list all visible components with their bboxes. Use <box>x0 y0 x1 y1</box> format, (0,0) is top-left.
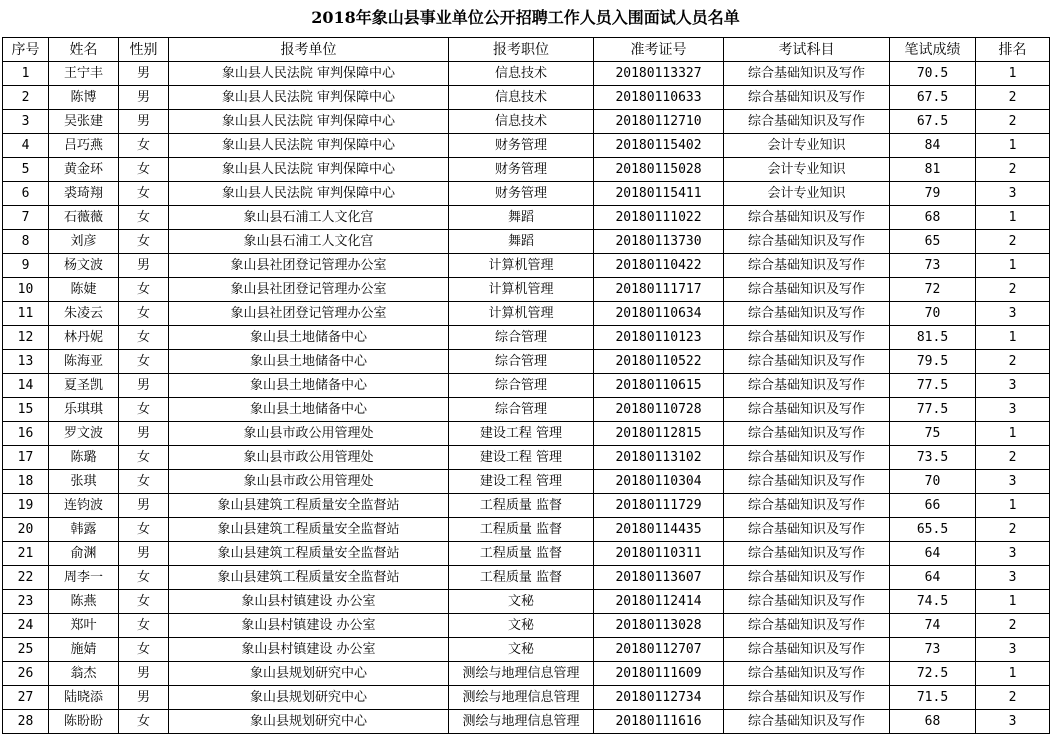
col-ticket-cell: 20180112414 <box>594 590 724 614</box>
col-ticket-cell: 20180112710 <box>594 110 724 134</box>
table-row <box>3 350 1050 374</box>
col-index-cell: 13 <box>3 350 49 374</box>
header-row <box>3 38 1050 62</box>
col-unit-cell: 象山县石浦工人文化宫 <box>169 230 449 254</box>
col-subject-cell: 会计专业知识 <box>724 182 890 206</box>
col-gender-cell: 男 <box>119 662 169 686</box>
col-position-cell: 工程质量 监督 <box>449 542 594 566</box>
col-gender-cell: 女 <box>119 710 169 734</box>
col-rank-cell: 3 <box>976 302 1050 326</box>
col-rank-cell: 1 <box>976 254 1050 278</box>
col-gender-cell: 女 <box>119 278 169 302</box>
col-position-cell: 计算机管理 <box>449 302 594 326</box>
col-unit-cell: 象山县人民法院 审判保障中心 <box>169 110 449 134</box>
col-position-header: 报考职位 <box>449 38 594 62</box>
col-score-cell: 77.5 <box>890 374 976 398</box>
col-index-cell: 15 <box>3 398 49 422</box>
col-unit-cell: 象山县规划研究中心 <box>169 686 449 710</box>
col-position-cell: 信息技术 <box>449 86 594 110</box>
col-position-cell: 测绘与地理信息管理 <box>449 662 594 686</box>
col-rank-cell: 3 <box>976 398 1050 422</box>
col-index-cell: 23 <box>3 590 49 614</box>
col-position-cell: 综合管理 <box>449 398 594 422</box>
col-position-cell: 财务管理 <box>449 158 594 182</box>
col-rank-cell: 2 <box>976 518 1050 542</box>
col-ticket-cell: 20180111609 <box>594 662 724 686</box>
col-index-cell: 18 <box>3 470 49 494</box>
col-name-cell: 吕巧燕 <box>49 134 119 158</box>
table-row <box>3 158 1050 182</box>
table-row <box>3 590 1050 614</box>
col-index-cell: 9 <box>3 254 49 278</box>
col-rank-cell: 2 <box>976 350 1050 374</box>
col-name-cell: 陆晓添 <box>49 686 119 710</box>
col-subject-cell: 综合基础知识及写作 <box>724 710 890 734</box>
col-unit-cell: 象山县社团登记管理办公室 <box>169 254 449 278</box>
col-name-cell: 乐琪琪 <box>49 398 119 422</box>
col-subject-cell: 综合基础知识及写作 <box>724 494 890 518</box>
col-index-cell: 16 <box>3 422 49 446</box>
col-gender-cell: 女 <box>119 518 169 542</box>
col-name-cell: 杨文波 <box>49 254 119 278</box>
table-row <box>3 542 1050 566</box>
col-ticket-cell: 20180110422 <box>594 254 724 278</box>
col-subject-cell: 综合基础知识及写作 <box>724 206 890 230</box>
table-row <box>3 206 1050 230</box>
col-subject-cell: 综合基础知识及写作 <box>724 662 890 686</box>
col-index-cell: 3 <box>3 110 49 134</box>
col-ticket-cell: 20180111616 <box>594 710 724 734</box>
col-position-cell: 财务管理 <box>449 182 594 206</box>
col-score-cell: 72.5 <box>890 662 976 686</box>
table-row <box>3 254 1050 278</box>
col-rank-cell: 2 <box>976 686 1050 710</box>
col-gender-cell: 男 <box>119 254 169 278</box>
col-rank-cell: 1 <box>976 422 1050 446</box>
col-gender-cell: 女 <box>119 566 169 590</box>
col-subject-cell: 综合基础知识及写作 <box>724 86 890 110</box>
col-score-cell: 67.5 <box>890 86 976 110</box>
col-name-cell: 陈博 <box>49 86 119 110</box>
col-name-cell: 陈燕 <box>49 590 119 614</box>
col-rank-cell: 2 <box>976 614 1050 638</box>
col-unit-cell: 象山县建筑工程质量安全监督站 <box>169 566 449 590</box>
col-gender-cell: 女 <box>119 182 169 206</box>
col-ticket-cell: 20180110633 <box>594 86 724 110</box>
col-name-cell: 裘琦翔 <box>49 182 119 206</box>
col-score-cell: 65 <box>890 230 976 254</box>
col-score-cell: 71.5 <box>890 686 976 710</box>
col-unit-cell: 象山县人民法院 审判保障中心 <box>169 86 449 110</box>
col-score-cell: 75 <box>890 422 976 446</box>
col-score-cell: 67.5 <box>890 110 976 134</box>
col-rank-cell: 1 <box>976 662 1050 686</box>
col-unit-cell: 象山县社团登记管理办公室 <box>169 278 449 302</box>
col-name-cell: 王宁丰 <box>49 62 119 86</box>
col-subject-cell: 综合基础知识及写作 <box>724 446 890 470</box>
col-unit-cell: 象山县人民法院 审判保障中心 <box>169 158 449 182</box>
col-unit-cell: 象山县土地储备中心 <box>169 374 449 398</box>
col-ticket-cell: 20180111729 <box>594 494 724 518</box>
col-ticket-cell: 20180110634 <box>594 302 724 326</box>
col-gender-cell: 女 <box>119 446 169 470</box>
col-gender-header: 性别 <box>119 38 169 62</box>
col-unit-cell: 象山县市政公用管理处 <box>169 470 449 494</box>
col-score-cell: 73.5 <box>890 446 976 470</box>
col-unit-cell: 象山县规划研究中心 <box>169 662 449 686</box>
col-unit-cell: 象山县市政公用管理处 <box>169 446 449 470</box>
table-row <box>3 230 1050 254</box>
col-ticket-cell: 20180110123 <box>594 326 724 350</box>
col-ticket-cell: 20180115028 <box>594 158 724 182</box>
col-name-cell: 张琪 <box>49 470 119 494</box>
col-index-cell: 25 <box>3 638 49 662</box>
col-position-cell: 建设工程 管理 <box>449 422 594 446</box>
col-unit-cell: 象山县石浦工人文化宫 <box>169 206 449 230</box>
col-index-header: 序号 <box>3 38 49 62</box>
col-position-cell: 综合管理 <box>449 374 594 398</box>
col-subject-cell: 综合基础知识及写作 <box>724 686 890 710</box>
col-score-cell: 74.5 <box>890 590 976 614</box>
table-row <box>3 566 1050 590</box>
col-index-cell: 17 <box>3 446 49 470</box>
col-ticket-cell: 20180112707 <box>594 638 724 662</box>
table-row <box>3 614 1050 638</box>
col-unit-header: 报考单位 <box>169 38 449 62</box>
col-position-cell: 测绘与地理信息管理 <box>449 710 594 734</box>
col-position-cell: 文秘 <box>449 638 594 662</box>
table-row <box>3 518 1050 542</box>
table-row <box>3 302 1050 326</box>
col-unit-cell: 象山县村镇建设 办公室 <box>169 638 449 662</box>
table-row <box>3 422 1050 446</box>
col-subject-cell: 综合基础知识及写作 <box>724 302 890 326</box>
col-ticket-cell: 20180113102 <box>594 446 724 470</box>
table-row <box>3 182 1050 206</box>
col-rank-cell: 3 <box>976 542 1050 566</box>
col-score-cell: 73 <box>890 638 976 662</box>
col-subject-cell: 会计专业知识 <box>724 158 890 182</box>
table-row <box>3 662 1050 686</box>
col-unit-cell: 象山县建筑工程质量安全监督站 <box>169 494 449 518</box>
col-rank-cell: 3 <box>976 566 1050 590</box>
col-score-cell: 68 <box>890 710 976 734</box>
col-subject-cell: 综合基础知识及写作 <box>724 110 890 134</box>
col-score-cell: 68 <box>890 206 976 230</box>
table-row <box>3 278 1050 302</box>
col-ticket-cell: 20180110728 <box>594 398 724 422</box>
col-ticket-header: 准考证号 <box>594 38 724 62</box>
page-title: 2018年象山县事业单位公开招聘工作人员入围面试人员名单 <box>311 8 740 27</box>
col-name-cell: 陈婕 <box>49 278 119 302</box>
col-ticket-cell: 20180110311 <box>594 542 724 566</box>
col-name-header: 姓名 <box>49 38 119 62</box>
col-subject-cell: 综合基础知识及写作 <box>724 614 890 638</box>
col-rank-cell: 3 <box>976 470 1050 494</box>
col-index-cell: 28 <box>3 710 49 734</box>
col-ticket-cell: 20180110522 <box>594 350 724 374</box>
col-name-cell: 周李一 <box>49 566 119 590</box>
col-gender-cell: 女 <box>119 398 169 422</box>
col-score-cell: 66 <box>890 494 976 518</box>
col-name-cell: 陈璐 <box>49 446 119 470</box>
col-index-cell: 19 <box>3 494 49 518</box>
col-gender-cell: 女 <box>119 350 169 374</box>
table-row <box>3 110 1050 134</box>
col-unit-cell: 象山县土地储备中心 <box>169 398 449 422</box>
col-rank-cell: 3 <box>976 638 1050 662</box>
col-score-cell: 70.5 <box>890 62 976 86</box>
col-subject-cell: 综合基础知识及写作 <box>724 470 890 494</box>
col-unit-cell: 象山县土地储备中心 <box>169 350 449 374</box>
col-ticket-cell: 20180111022 <box>594 206 724 230</box>
col-gender-cell: 女 <box>119 158 169 182</box>
col-rank-cell: 2 <box>976 230 1050 254</box>
col-score-cell: 74 <box>890 614 976 638</box>
col-position-cell: 建设工程 管理 <box>449 470 594 494</box>
col-subject-cell: 综合基础知识及写作 <box>724 542 890 566</box>
col-index-cell: 6 <box>3 182 49 206</box>
col-name-cell: 施婧 <box>49 638 119 662</box>
col-rank-cell: 2 <box>976 278 1050 302</box>
col-position-cell: 测绘与地理信息管理 <box>449 686 594 710</box>
col-position-cell: 计算机管理 <box>449 254 594 278</box>
col-subject-cell: 综合基础知识及写作 <box>724 374 890 398</box>
col-position-cell: 财务管理 <box>449 134 594 158</box>
col-rank-cell: 3 <box>976 182 1050 206</box>
col-subject-cell: 综合基础知识及写作 <box>724 62 890 86</box>
col-name-cell: 罗文波 <box>49 422 119 446</box>
col-index-cell: 20 <box>3 518 49 542</box>
col-score-cell: 64 <box>890 566 976 590</box>
col-unit-cell: 象山县土地储备中心 <box>169 326 449 350</box>
col-name-cell: 夏圣凯 <box>49 374 119 398</box>
col-rank-cell: 1 <box>976 62 1050 86</box>
col-index-cell: 27 <box>3 686 49 710</box>
col-rank-cell: 2 <box>976 110 1050 134</box>
col-unit-cell: 象山县村镇建设 办公室 <box>169 614 449 638</box>
table-row <box>3 686 1050 710</box>
col-name-cell: 陈盼盼 <box>49 710 119 734</box>
table-row <box>3 638 1050 662</box>
col-score-cell: 70 <box>890 470 976 494</box>
col-gender-cell: 男 <box>119 86 169 110</box>
col-rank-cell: 1 <box>976 206 1050 230</box>
col-rank-cell: 1 <box>976 326 1050 350</box>
col-subject-cell: 综合基础知识及写作 <box>724 398 890 422</box>
col-subject-cell: 综合基础知识及写作 <box>724 518 890 542</box>
col-name-cell: 吴张建 <box>49 110 119 134</box>
col-rank-cell: 1 <box>976 134 1050 158</box>
col-rank-cell: 3 <box>976 374 1050 398</box>
col-name-cell: 黄金环 <box>49 158 119 182</box>
col-rank-cell: 3 <box>976 710 1050 734</box>
col-unit-cell: 象山县人民法院 审判保障中心 <box>169 62 449 86</box>
col-subject-header: 考试科目 <box>724 38 890 62</box>
col-score-cell: 79 <box>890 182 976 206</box>
col-index-cell: 7 <box>3 206 49 230</box>
col-ticket-cell: 20180115411 <box>594 182 724 206</box>
col-gender-cell: 男 <box>119 422 169 446</box>
col-unit-cell: 象山县人民法院 审判保障中心 <box>169 182 449 206</box>
col-name-cell: 林丹妮 <box>49 326 119 350</box>
col-score-cell: 73 <box>890 254 976 278</box>
col-gender-cell: 女 <box>119 470 169 494</box>
col-score-cell: 70 <box>890 302 976 326</box>
col-unit-cell: 象山县人民法院 审判保障中心 <box>169 134 449 158</box>
table-row <box>3 446 1050 470</box>
col-name-cell: 郑叶 <box>49 614 119 638</box>
col-name-cell: 朱凌云 <box>49 302 119 326</box>
col-subject-cell: 综合基础知识及写作 <box>724 590 890 614</box>
col-gender-cell: 男 <box>119 494 169 518</box>
col-index-cell: 4 <box>3 134 49 158</box>
col-unit-cell: 象山县规划研究中心 <box>169 710 449 734</box>
col-position-cell: 舞蹈 <box>449 206 594 230</box>
col-index-cell: 11 <box>3 302 49 326</box>
table-row <box>3 62 1050 86</box>
col-gender-cell: 男 <box>119 374 169 398</box>
table-row <box>3 494 1050 518</box>
col-gender-cell: 女 <box>119 230 169 254</box>
col-position-cell: 综合管理 <box>449 326 594 350</box>
col-subject-cell: 综合基础知识及写作 <box>724 350 890 374</box>
col-score-cell: 64 <box>890 542 976 566</box>
col-ticket-cell: 20180114435 <box>594 518 724 542</box>
col-ticket-cell: 20180112734 <box>594 686 724 710</box>
col-index-cell: 21 <box>3 542 49 566</box>
col-subject-cell: 综合基础知识及写作 <box>724 278 890 302</box>
col-gender-cell: 女 <box>119 638 169 662</box>
table-row <box>3 86 1050 110</box>
col-subject-cell: 综合基础知识及写作 <box>724 230 890 254</box>
col-gender-cell: 女 <box>119 206 169 230</box>
col-subject-cell: 会计专业知识 <box>724 134 890 158</box>
col-unit-cell: 象山县社团登记管理办公室 <box>169 302 449 326</box>
col-name-cell: 俞渊 <box>49 542 119 566</box>
col-score-cell: 65.5 <box>890 518 976 542</box>
col-index-cell: 10 <box>3 278 49 302</box>
col-gender-cell: 男 <box>119 110 169 134</box>
col-index-cell: 14 <box>3 374 49 398</box>
col-index-cell: 24 <box>3 614 49 638</box>
col-ticket-cell: 20180110615 <box>594 374 724 398</box>
candidate-table <box>2 37 1050 734</box>
table-row <box>3 326 1050 350</box>
col-index-cell: 12 <box>3 326 49 350</box>
table-row <box>3 374 1050 398</box>
col-index-cell: 1 <box>3 62 49 86</box>
col-ticket-cell: 20180113028 <box>594 614 724 638</box>
col-position-cell: 文秘 <box>449 590 594 614</box>
col-ticket-cell: 20180111717 <box>594 278 724 302</box>
col-unit-cell: 象山县村镇建设 办公室 <box>169 590 449 614</box>
col-rank-cell: 2 <box>976 158 1050 182</box>
col-score-cell: 77.5 <box>890 398 976 422</box>
col-gender-cell: 男 <box>119 542 169 566</box>
col-name-cell: 陈海亚 <box>49 350 119 374</box>
col-subject-cell: 综合基础知识及写作 <box>724 422 890 446</box>
col-subject-cell: 综合基础知识及写作 <box>724 638 890 662</box>
col-rank-header: 排名 <box>976 38 1050 62</box>
col-gender-cell: 女 <box>119 134 169 158</box>
col-index-cell: 2 <box>3 86 49 110</box>
table-row <box>3 134 1050 158</box>
col-index-cell: 8 <box>3 230 49 254</box>
table-row <box>3 710 1050 734</box>
col-gender-cell: 女 <box>119 302 169 326</box>
col-ticket-cell: 20180113730 <box>594 230 724 254</box>
col-score-cell: 81 <box>890 158 976 182</box>
col-index-cell: 26 <box>3 662 49 686</box>
col-score-cell: 72 <box>890 278 976 302</box>
col-name-cell: 刘彦 <box>49 230 119 254</box>
col-subject-cell: 综合基础知识及写作 <box>724 566 890 590</box>
col-score-cell: 81.5 <box>890 326 976 350</box>
col-position-cell: 计算机管理 <box>449 278 594 302</box>
col-score-cell: 79.5 <box>890 350 976 374</box>
col-position-cell: 舞蹈 <box>449 230 594 254</box>
table-row <box>3 470 1050 494</box>
col-gender-cell: 女 <box>119 326 169 350</box>
col-unit-cell: 象山县建筑工程质量安全监督站 <box>169 518 449 542</box>
col-subject-cell: 综合基础知识及写作 <box>724 254 890 278</box>
col-gender-cell: 男 <box>119 62 169 86</box>
col-index-cell: 22 <box>3 566 49 590</box>
col-ticket-cell: 20180113327 <box>594 62 724 86</box>
col-ticket-cell: 20180110304 <box>594 470 724 494</box>
col-position-cell: 建设工程 管理 <box>449 446 594 470</box>
col-position-cell: 工程质量 监督 <box>449 518 594 542</box>
col-ticket-cell: 20180112815 <box>594 422 724 446</box>
col-index-cell: 5 <box>3 158 49 182</box>
col-position-cell: 工程质量 监督 <box>449 566 594 590</box>
col-ticket-cell: 20180115402 <box>594 134 724 158</box>
col-gender-cell: 男 <box>119 686 169 710</box>
col-position-cell: 信息技术 <box>449 62 594 86</box>
col-rank-cell: 2 <box>976 86 1050 110</box>
col-score-header: 笔试成绩 <box>890 38 976 62</box>
col-name-cell: 韩露 <box>49 518 119 542</box>
col-position-cell: 综合管理 <box>449 350 594 374</box>
col-ticket-cell: 20180113607 <box>594 566 724 590</box>
col-score-cell: 84 <box>890 134 976 158</box>
col-position-cell: 文秘 <box>449 614 594 638</box>
col-rank-cell: 2 <box>976 446 1050 470</box>
col-rank-cell: 1 <box>976 590 1050 614</box>
col-position-cell: 工程质量 监督 <box>449 494 594 518</box>
col-position-cell: 信息技术 <box>449 110 594 134</box>
col-unit-cell: 象山县市政公用管理处 <box>169 422 449 446</box>
col-subject-cell: 综合基础知识及写作 <box>724 326 890 350</box>
col-name-cell: 连钧波 <box>49 494 119 518</box>
col-name-cell: 石薇薇 <box>49 206 119 230</box>
col-unit-cell: 象山县建筑工程质量安全监督站 <box>169 542 449 566</box>
col-rank-cell: 1 <box>976 494 1050 518</box>
col-gender-cell: 女 <box>119 614 169 638</box>
col-name-cell: 翁杰 <box>49 662 119 686</box>
table-row <box>3 398 1050 422</box>
col-gender-cell: 女 <box>119 590 169 614</box>
